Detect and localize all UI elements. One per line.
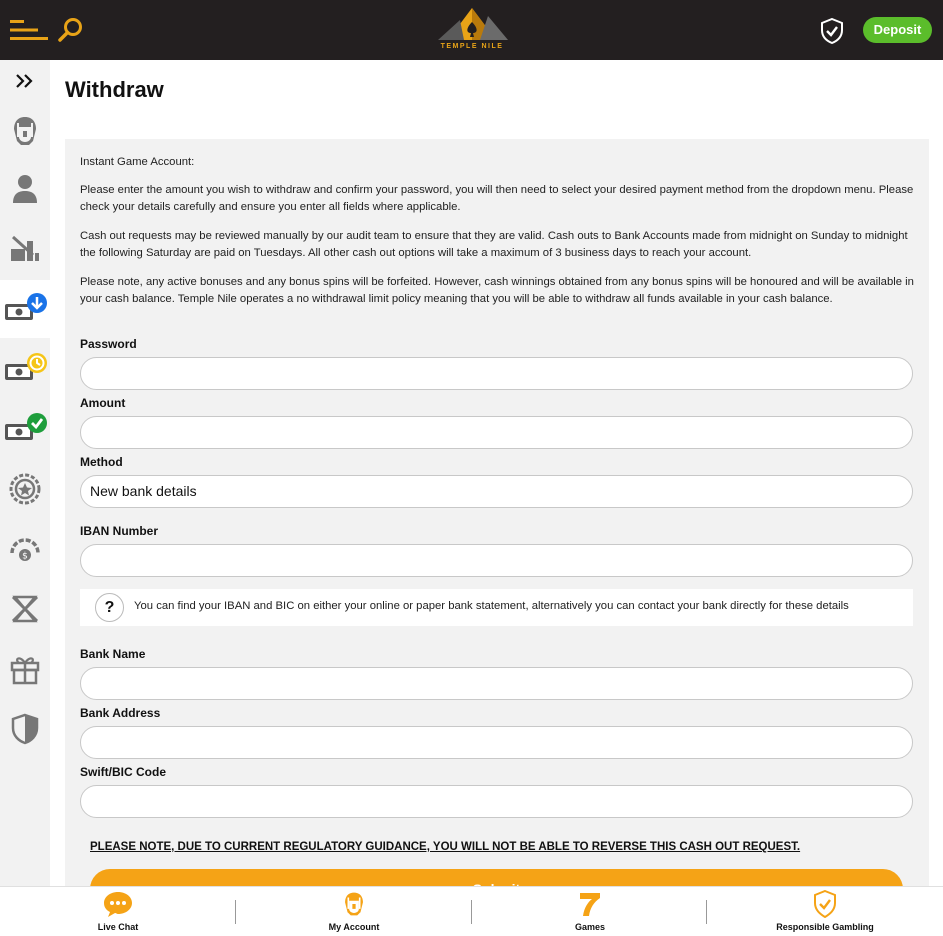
amount-field[interactable] [80, 416, 913, 449]
pyramid-logo-icon [430, 6, 514, 42]
shield-check-icon [813, 890, 837, 918]
cash-withdraw-icon [3, 292, 47, 326]
bottom-nav-live-chat[interactable] [0, 887, 236, 936]
speedometer-icon [9, 533, 41, 565]
svg-text:$: $ [22, 551, 28, 562]
sidebar-item-promotions[interactable] [0, 640, 50, 698]
sidebar-item-loyalty[interactable] [0, 460, 50, 518]
chart-icon [9, 231, 41, 263]
intro-paragraph: Cash out requests may be reviewed manually by our audit team to ensure that they are valid. Cash outs to Bank Accounts made from midnight on Sunday to midnight the following Saturday are paid on Tuesdays. All other cash out options will take a maximum of 3 business days to reach your account. [80, 230, 908, 259]
swift-label: Swift/BIC Code [80, 765, 166, 779]
sidebar-item-ankh[interactable] [0, 580, 50, 638]
chevrons-right-icon [15, 73, 35, 89]
sidebar-item-pending[interactable] [0, 340, 50, 398]
method-select[interactable]: New bank details [80, 475, 913, 508]
amount-label: Amount [80, 396, 126, 410]
page-title: Withdraw [65, 77, 164, 102]
brand-name: TEMPLE NILE [440, 43, 504, 50]
bottom-nav [0, 886, 943, 936]
question-icon: ? [95, 593, 124, 622]
seven-icon [578, 890, 602, 918]
sidebar-item-approved[interactable] [0, 400, 50, 458]
sidebar-item-responsible[interactable] [0, 700, 50, 758]
sidebar-item-account[interactable] [0, 160, 50, 218]
bank-address-field[interactable] [80, 726, 913, 759]
withdraw-form [65, 139, 929, 899]
bank-name-label: Bank Name [80, 647, 146, 661]
password-label: Password [80, 337, 137, 351]
shield-icon [11, 713, 39, 745]
password-field[interactable] [80, 357, 913, 390]
bottom-nav-label: Responsible Gambling [776, 922, 874, 932]
swift-field[interactable] [80, 785, 913, 818]
pharaoh-icon [341, 890, 367, 918]
shield-check-icon[interactable] [820, 18, 844, 44]
bottom-nav-games[interactable] [472, 887, 708, 936]
chat-icon [102, 890, 134, 918]
intro-paragraph: Please note, any active bonuses and any bonus spins will be forfeited. However, cash winnings obtained from any bonus spins will be honoured and will be available in your cash balance. Temple Nile operates a no withdrawal limit policy meaning that you will be able to withdraw all funds available in your cash balance. [80, 276, 914, 305]
iban-help-text: You can find your IBAN and BIC on either your online or paper bank statement, alternatively you can contact your bank directly for these details [134, 600, 849, 612]
pharaoh-icon [9, 115, 41, 147]
bank-name-field[interactable] [80, 667, 913, 700]
iban-label: IBAN Number [80, 524, 159, 538]
intro-paragraph: Please enter the amount you wish to withdraw and confirm your password, you will then need to select your desired payment method from the dropdown menu. Please check your details carefully and ensure you enter all fields where applicable. [80, 184, 914, 213]
search-icon[interactable] [58, 17, 84, 43]
menu-icon[interactable] [10, 18, 48, 42]
regulatory-warning: PLEASE NOTE, DUE TO CURRENT REGULATORY GUIDANCE, YOU WILL NOT BE ABLE TO REVERSE THIS CASH OUT REQUEST. [90, 841, 801, 853]
iban-field[interactable] [80, 544, 913, 577]
sidebar-item-stats[interactable] [0, 218, 50, 276]
cash-approved-icon [3, 412, 47, 446]
sidebar-item-pharaoh[interactable] [0, 102, 50, 160]
cash-pending-icon [3, 352, 47, 386]
top-bar [0, 0, 943, 60]
main-content [50, 60, 943, 886]
bottom-nav-my-account[interactable] [236, 887, 472, 936]
brand-logo[interactable] [430, 6, 514, 54]
sidebar [0, 60, 50, 886]
deposit-button[interactable]: Deposit [863, 17, 932, 43]
bank-address-label: Bank Address [80, 706, 161, 720]
method-label: Method [80, 455, 123, 469]
sidebar-item-withdraw[interactable] [0, 280, 50, 338]
sidebar-toggle[interactable] [0, 60, 50, 102]
bottom-nav-responsible-gambling[interactable] [707, 887, 943, 936]
bottom-nav-label: My Account [328, 922, 380, 932]
sidebar-item-limits[interactable] [0, 520, 50, 578]
bottom-nav-label: Live Chat [97, 922, 139, 932]
ankh-icon [9, 593, 41, 625]
iban-help-box [80, 589, 913, 626]
user-icon [11, 173, 39, 205]
star-badge-icon [9, 473, 41, 505]
gift-icon [10, 653, 40, 685]
intro-heading: Instant Game Account: [80, 156, 195, 168]
bottom-nav-label: Games [574, 922, 606, 932]
